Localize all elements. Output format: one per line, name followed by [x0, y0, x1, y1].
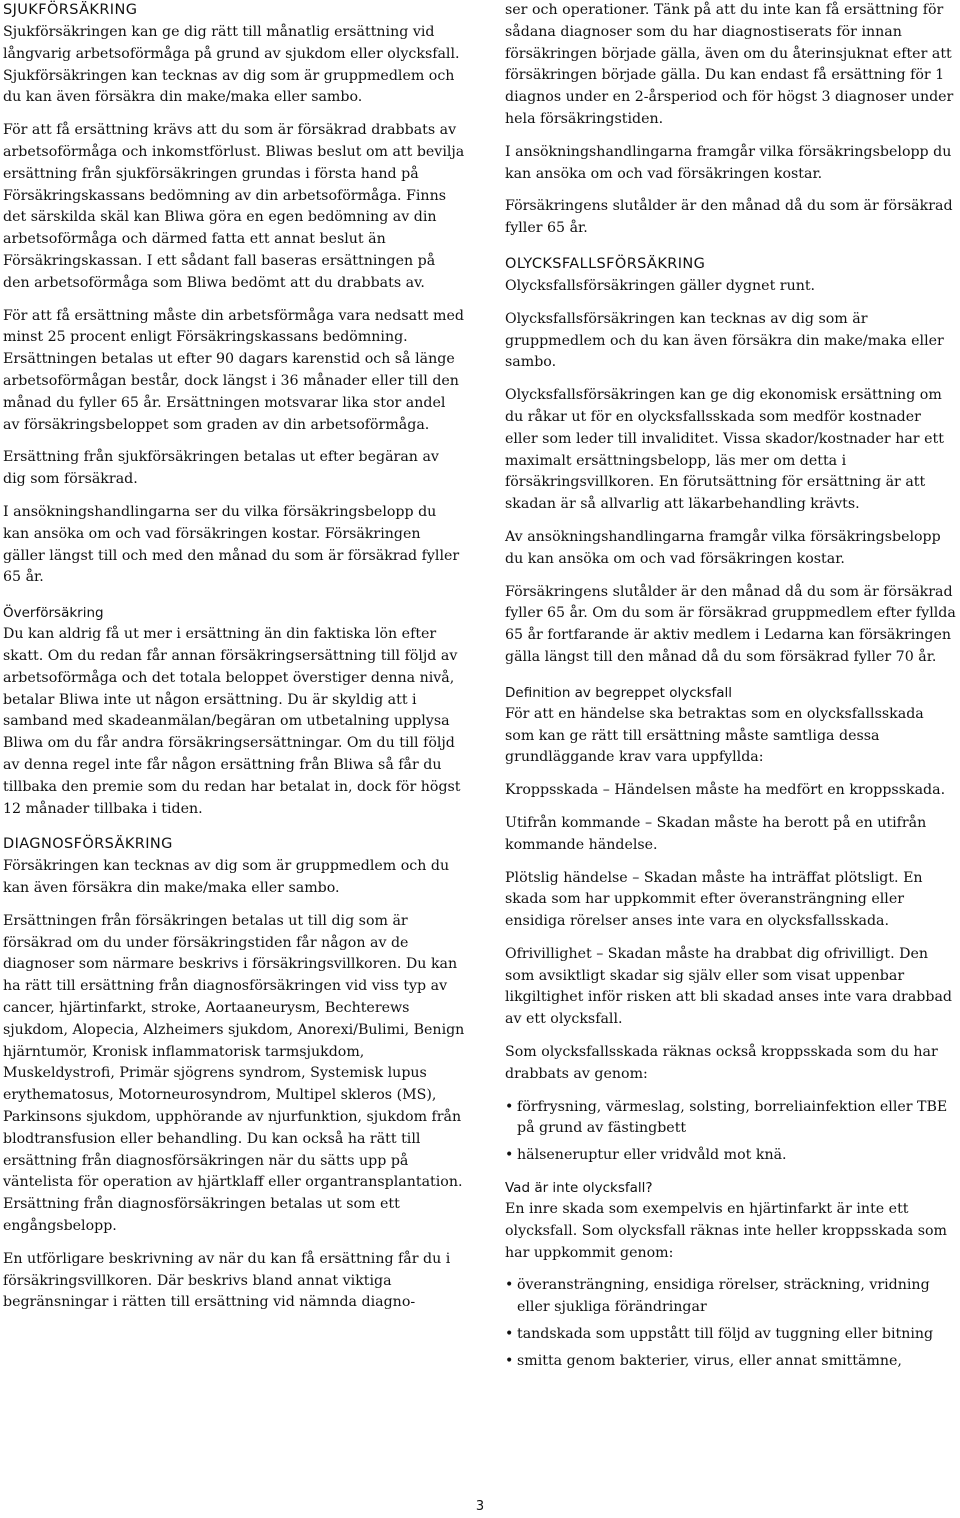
paragraph: Som olycksfallsskada räknas också kroppsskada som du har drabbats av genom:	[505, 1044, 938, 1082]
paragraph: Olycksfallsförsäkringen kan ge dig ekonomisk ersättning om du råkar ut för en olycksfallsskada som medför kostnader eller som leder till invaliditet. Vissa skador/kostnader har ett maximalt ersättningsbelopp, läs mer om detta i försäkringsvillkoren. En förutsättning för ersättning är att skadan är så allvarlig att läkarbehandling krävts.	[505, 387, 944, 513]
paragraph: Kroppsskada – Händelsen måste ha medfört en kroppsskada.	[505, 782, 946, 799]
section-title-diagnosforsakring: DIAGNOSFÖRSÄKRING	[3, 836, 173, 853]
list-item-text: hälseneruptur eller vridvåld mot knä.	[517, 1147, 787, 1164]
list-item	[505, 1275, 957, 1319]
section-title-olycksfallsforsakring: OLYCKSFALLSFÖRSÄKRING	[505, 255, 706, 272]
paragraph: Utifrån kommande – Skadan måste ha berott på en utifrån kommande händelse.	[505, 814, 927, 853]
page-number: 3	[475, 1499, 485, 1514]
left-column	[3, 0, 465, 1325]
list-item-text: smitta genom bakterier, virus, eller annat smittämne,	[517, 1352, 902, 1369]
bullet-icon: •	[505, 1352, 514, 1369]
right-column	[505, 0, 957, 1384]
paragraph: Försäkringens slutålder är den månad då du som är försäkrad fyller 65 år.	[505, 198, 953, 237]
bullet-icon: •	[505, 1098, 514, 1115]
list-item	[505, 1145, 957, 1167]
list-item-text: överansträngning, ensidiga rörelser, sträckning, vridning eller sjukliga förändringar	[517, 1277, 930, 1316]
bullet-icon: •	[505, 1277, 514, 1294]
subsection-title-definition: Definition av begreppet olycksfall	[505, 684, 733, 701]
paragraph: ser och operationer. Tänk på att du inte kan få ersättning för sådana diagnoser som du har diagnostiserats för innan försäkringen började gälla, även om du återinsjuknat efter att försäkringen började gälla. Du kan endast få ersättning för 1 diagnos under en 2-årsperiod och för högst 3 diagnoser under hela försäkringstiden.	[505, 2, 954, 127]
paragraph: För att en händelse ska betraktas som en olycksfallsskada som kan ge rätt till ersättning måste samtliga dessa grundläggande krav vara uppfyllda:	[505, 705, 924, 766]
paragraph: Plötslig händelse – Skadan måste ha inträffat plötsligt. En skada som har uppkommit efter överansträngning eller ensidiga rörelser anses inte vara en olycksfallsskada.	[505, 869, 923, 930]
paragraph: I ansökningshandlingarna framgår vilka försäkringsbelopp du kan ansöka om och vad försäkringen kostar.	[505, 143, 952, 182]
paragraph: För att få ersättning krävs att du som är försäkrad drabbats av arbetsoförmåga och inkomstförlust. Bliwas beslut om att bevilja ersättning från sjukförsäkringen grundas i första hand på Försäkringskassans bedömning av din arbetsoförmåga. Finns det särskilda skäl kan Bliwa göra en egen bedömning av din arbetsoförmåga och därmed fatta ett annat beslut än Försäkringskassan. I ett sådant fall baseras ersättningen på den arbetsoförmåga som Bliwa bedömt att du drabbats av.	[3, 122, 465, 291]
list-item	[505, 1351, 957, 1373]
bullet-list	[505, 1097, 957, 1167]
paragraph: Försäkringen kan tecknas av dig som är gruppmedlem och du kan även försäkra din make/maka eller sambo.	[3, 858, 450, 897]
paragraph: En utförligare beskrivning av när du kan få ersättning får du i försäkringsvillkoren. Där beskrivs bland annat viktiga begränsningar i rätten till ersättning vid nämnda diagno-	[3, 1250, 451, 1311]
bullet-list	[505, 1275, 957, 1372]
paragraph: En inre skada som exempelvis en hjärtinfarkt är inte ett olycksfall. Som olycksfall räknas inte heller kroppsskada som har uppkommit genom:	[505, 1201, 947, 1261]
paragraph: Olycksfallsförsäkringen kan tecknas av dig som är gruppmedlem och du kan även försäkra din make/maka eller sambo.	[505, 310, 944, 371]
subsection-title-overforsakring: Överförsäkring	[3, 605, 104, 622]
paragraph: Ersättning från sjukförsäkringen betalas ut efter begäran av dig som försäkrad.	[3, 449, 439, 488]
bullet-icon: •	[505, 1147, 514, 1164]
paragraph: För att få ersättning måste din arbetsförmåga vara nedsatt med minst 25 procent enligt Försäkringskassans bedömning. Ersättningen betalas ut efter 90 dagars karenstid och så länge arbetsoförmågan består, dock längst i 36 månader eller till den månad du fyller 65 år. Ersättningen motsvarar lika stor andel av försäkringsbeloppet som graden av din arbetsoförmåga.	[3, 307, 464, 433]
list-item-text: tandskada som uppstått till följd av tuggning eller bitning	[517, 1326, 934, 1343]
list-item	[505, 1324, 957, 1346]
section-title-sjukforsakring: SJUKFÖRSÄKRING	[3, 2, 138, 18]
paragraph: Du kan aldrig få ut mer i ersättning än din faktiska lön efter skatt. Om du redan får annan försäkringsersättning till följd av arbetsoförmåga och det totala beloppet överstiger denna nivå, betalar Bliwa inte ut någon ersättning. Du är skyldig att i samband med skadeanmälan/begäran om utbetalning upplysa Bliwa om du får andra försäkringsersättningar. Om du till följd av denna regel inte får någon ersättning från Bliwa så får du tillbaka den premie som du redan har betalat in, dock för högst 12 månader tillbaka i tiden.	[3, 626, 461, 817]
paragraph: Försäkringens slutålder är den månad då du som är försäkrad fyller 65 år. Om du som är försäkrad gruppmedlem efter fyllda 65 år fortfarande är aktiv medlem i Ledarna kan försäkringen gälla längst till den månad då du som försäkrad fyller 70 år.	[505, 583, 956, 665]
paragraph: I ansökningshandlingarna ser du vilka försäkringsbelopp du kan ansöka om och vad försäkringen kostar. Försäkringen gäller längst till och med den månad du som är försäkrad fyller 65 år.	[3, 503, 460, 586]
paragraph: Ofrivillighet – Skadan måste ha drabbat dig ofrivilligt. Den som avsiktligt skadar sig själv eller som visat uppenbar likgiltighet inför risken att bli skadad anses inte vara drabbad av ett olycksfall.	[505, 945, 952, 1028]
bullet-icon: •	[505, 1326, 514, 1343]
subsection-title-vad-ar-inte-olycksfall: Vad är inte olycksfall?	[505, 1180, 653, 1197]
paragraph: Olycksfallsförsäkringen gäller dygnet runt.	[505, 277, 816, 294]
paragraph: Ersättningen från försäkringen betalas ut till dig som är försäkrad om du under försäkringstiden får någon av de diagnoser som närmare beskrivs i försäkringsvillkoren. Du kan ha rätt till ersättning från diagnosförsäkringen vid viss typ av cancer, hjärtinfarkt, stroke, Aortaaneurysm, Bechterews sjukdom, Alopecia, Alzheimers sjukdom, Anorexi/Bulimi, Benign hjärntumör, Kronisk inflammatorisk tarmsjukdom, Muskeldystrofi, Primär sjögrens syndrom, Systemisk lupus erythematosus, Motorneurosyndrom, Multipel skleros (MS), Parkinsons sjukdom, upphörande av njurfunktion, sjukdom från blodtransfusion eller behandling. Du kan också ha rätt till ersättning från diagnosförsäkringen när du sätts upp på väntelista för operation av hjärtklaff eller organtransplantation. Ersättning från diagnosförsäkringen betalas ut som ett engångsbelopp.	[3, 912, 465, 1235]
list-item-text: förfrysning, värmeslag, solsting, borreliainfektion eller TBE på grund av fästingbett	[517, 1098, 948, 1137]
list-item	[505, 1097, 957, 1141]
paragraph: Sjukförsäkringen kan ge dig rätt till månatlig ersättning vid långvarig arbetsoförmåga på grund av sjukdom eller olycksfall. Sjukförsäkringen kan tecknas av dig som är gruppmedlem och du kan även försäkra din make/maka eller sambo.	[3, 24, 460, 106]
paragraph: Av ansökningshandlingarna framgår vilka försäkringsbelopp du kan ansöka om och vad försäkringen kostar.	[505, 528, 941, 567]
